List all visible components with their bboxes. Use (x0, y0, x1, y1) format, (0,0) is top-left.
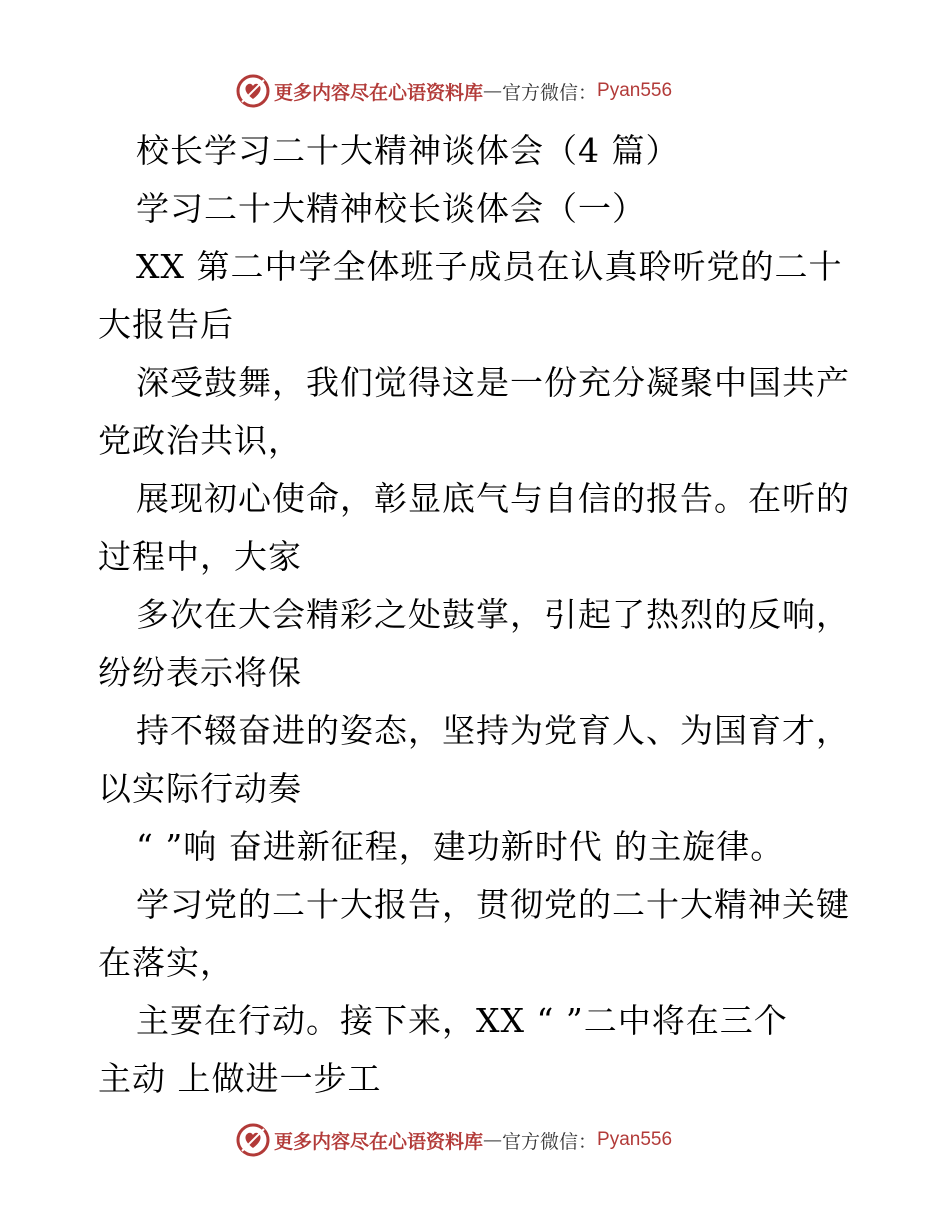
text-line: 主动 上做进一步工 (98, 1059, 382, 1098)
text-line: 学习二十大精神校长谈体会（一） (136, 189, 646, 228)
text-line: “ ”响 奋进新征程，建功新时代 的主旋律。 (136, 827, 785, 866)
banner-text: 更多内容尽在心语资料库 (274, 1130, 484, 1153)
heart-logo-icon (236, 74, 270, 108)
banner-text: 更多内容尽在心语资料库 (274, 81, 484, 104)
text-line: 持不辍奋进的姿态，坚持为党育人、为国育才， (136, 711, 850, 750)
text-line: XX 第二中学全体班子成员在认真聆听党的二十 (136, 247, 843, 286)
text-line: 纷纷表示将保 (98, 653, 302, 692)
heart-logo-icon (236, 1123, 270, 1157)
text-line: 深受鼓舞，我们觉得这是一份充分凝聚中国共产 (136, 363, 850, 402)
banner-dash: — (483, 1129, 503, 1151)
text-line: 以实际行动奏 (98, 769, 302, 808)
banner-wechat-label: 官方微信： (502, 81, 598, 104)
text-line: 主要在行动。接下来，XX “ ”二中将在三个 (136, 1001, 788, 1040)
banner-wechat-id: Pyan556 (597, 1129, 673, 1150)
text-line: 学习党的二十大报告，贯彻党的二十大精神关键 (136, 885, 850, 924)
banner-wechat-id: Pyan556 (597, 80, 673, 101)
text-line: 在落实， (98, 943, 234, 982)
text-line: 过程中，大家 (98, 537, 302, 576)
header-banner (236, 71, 672, 111)
footer-banner (236, 1120, 672, 1160)
text-line: 大报告后 (98, 305, 234, 344)
text-line: 展现初心使命，彰显底气与自信的报告。在听的 (136, 479, 850, 518)
text-line: 党政治共识， (98, 421, 302, 460)
text-line: 多次在大会精彩之处鼓掌，引起了热烈的反响， (136, 595, 850, 634)
document-body (98, 122, 858, 1108)
banner-dash: — (483, 80, 503, 102)
text-line: 校长学习二十大精神谈体会（4 篇） (136, 131, 680, 170)
banner-wechat-label: 官方微信： (502, 1130, 598, 1153)
